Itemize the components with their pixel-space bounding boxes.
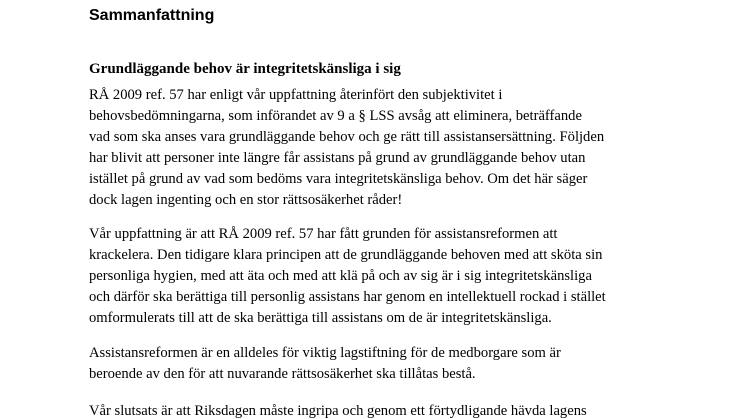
- text-line: har blivit att personer inte längre får assistans på grund av grundläggande behov utan: [89, 150, 586, 166]
- text-line: behovsbedömningarna, som införandet av 9 a § LSS avsåg att eliminera, beträffande: [89, 108, 582, 124]
- text-line: personliga hygien, med att äta och med att klä på och av sig är i sig integritetskänsliga: [89, 268, 592, 284]
- page-title: Sammanfattning: [89, 7, 215, 24]
- text-line: istället på grund av vad som bedöms vara integritetskänsliga behov. Om det här säger: [89, 171, 588, 187]
- text-line: Assistansreformen är en alldeles för viktig lagstiftning för de medborgare som är: [89, 345, 561, 361]
- text-line: Vår slutsats är att Riksdagen måste ingripa och genom ett förtydligande hävda lagens: [89, 403, 587, 419]
- text-line: beroende av den för att nuvarande rättsosäkerhet ska tillåtas bestå.: [89, 366, 476, 382]
- paragraph-1: [89, 85, 604, 211]
- paragraph-4: [89, 401, 587, 419]
- section-heading: Grundläggande behov är integritetskänsliga i sig: [89, 61, 401, 77]
- text-line: krackelera. Den tidigare klara principen att de grundläggande behoven med att sköta sin: [89, 247, 603, 263]
- text-line: och därför ska berättiga till personlig assistans har genom en intellektuell rockad i stället: [89, 289, 606, 305]
- paragraph-2: [89, 224, 606, 329]
- text-line: Vår uppfattning är att RÅ 2009 ref. 57 har fått grunden för assistansreformen att: [89, 226, 558, 242]
- text-line: omformulerats till att de ska berättiga till assistans om de är integritetskänsliga.: [89, 310, 552, 326]
- text-line: dock lagen ingenting och en stor rättsosäkerhet råder!: [89, 192, 403, 208]
- paragraph-3: [89, 343, 561, 385]
- text-line: RÅ 2009 ref. 57 har enligt vår uppfattning återinfört den subjektivitet i: [89, 87, 503, 103]
- text-line: vad som ska anses vara grundläggande behov och ge rätt till assistansersättning. Följden: [89, 129, 605, 145]
